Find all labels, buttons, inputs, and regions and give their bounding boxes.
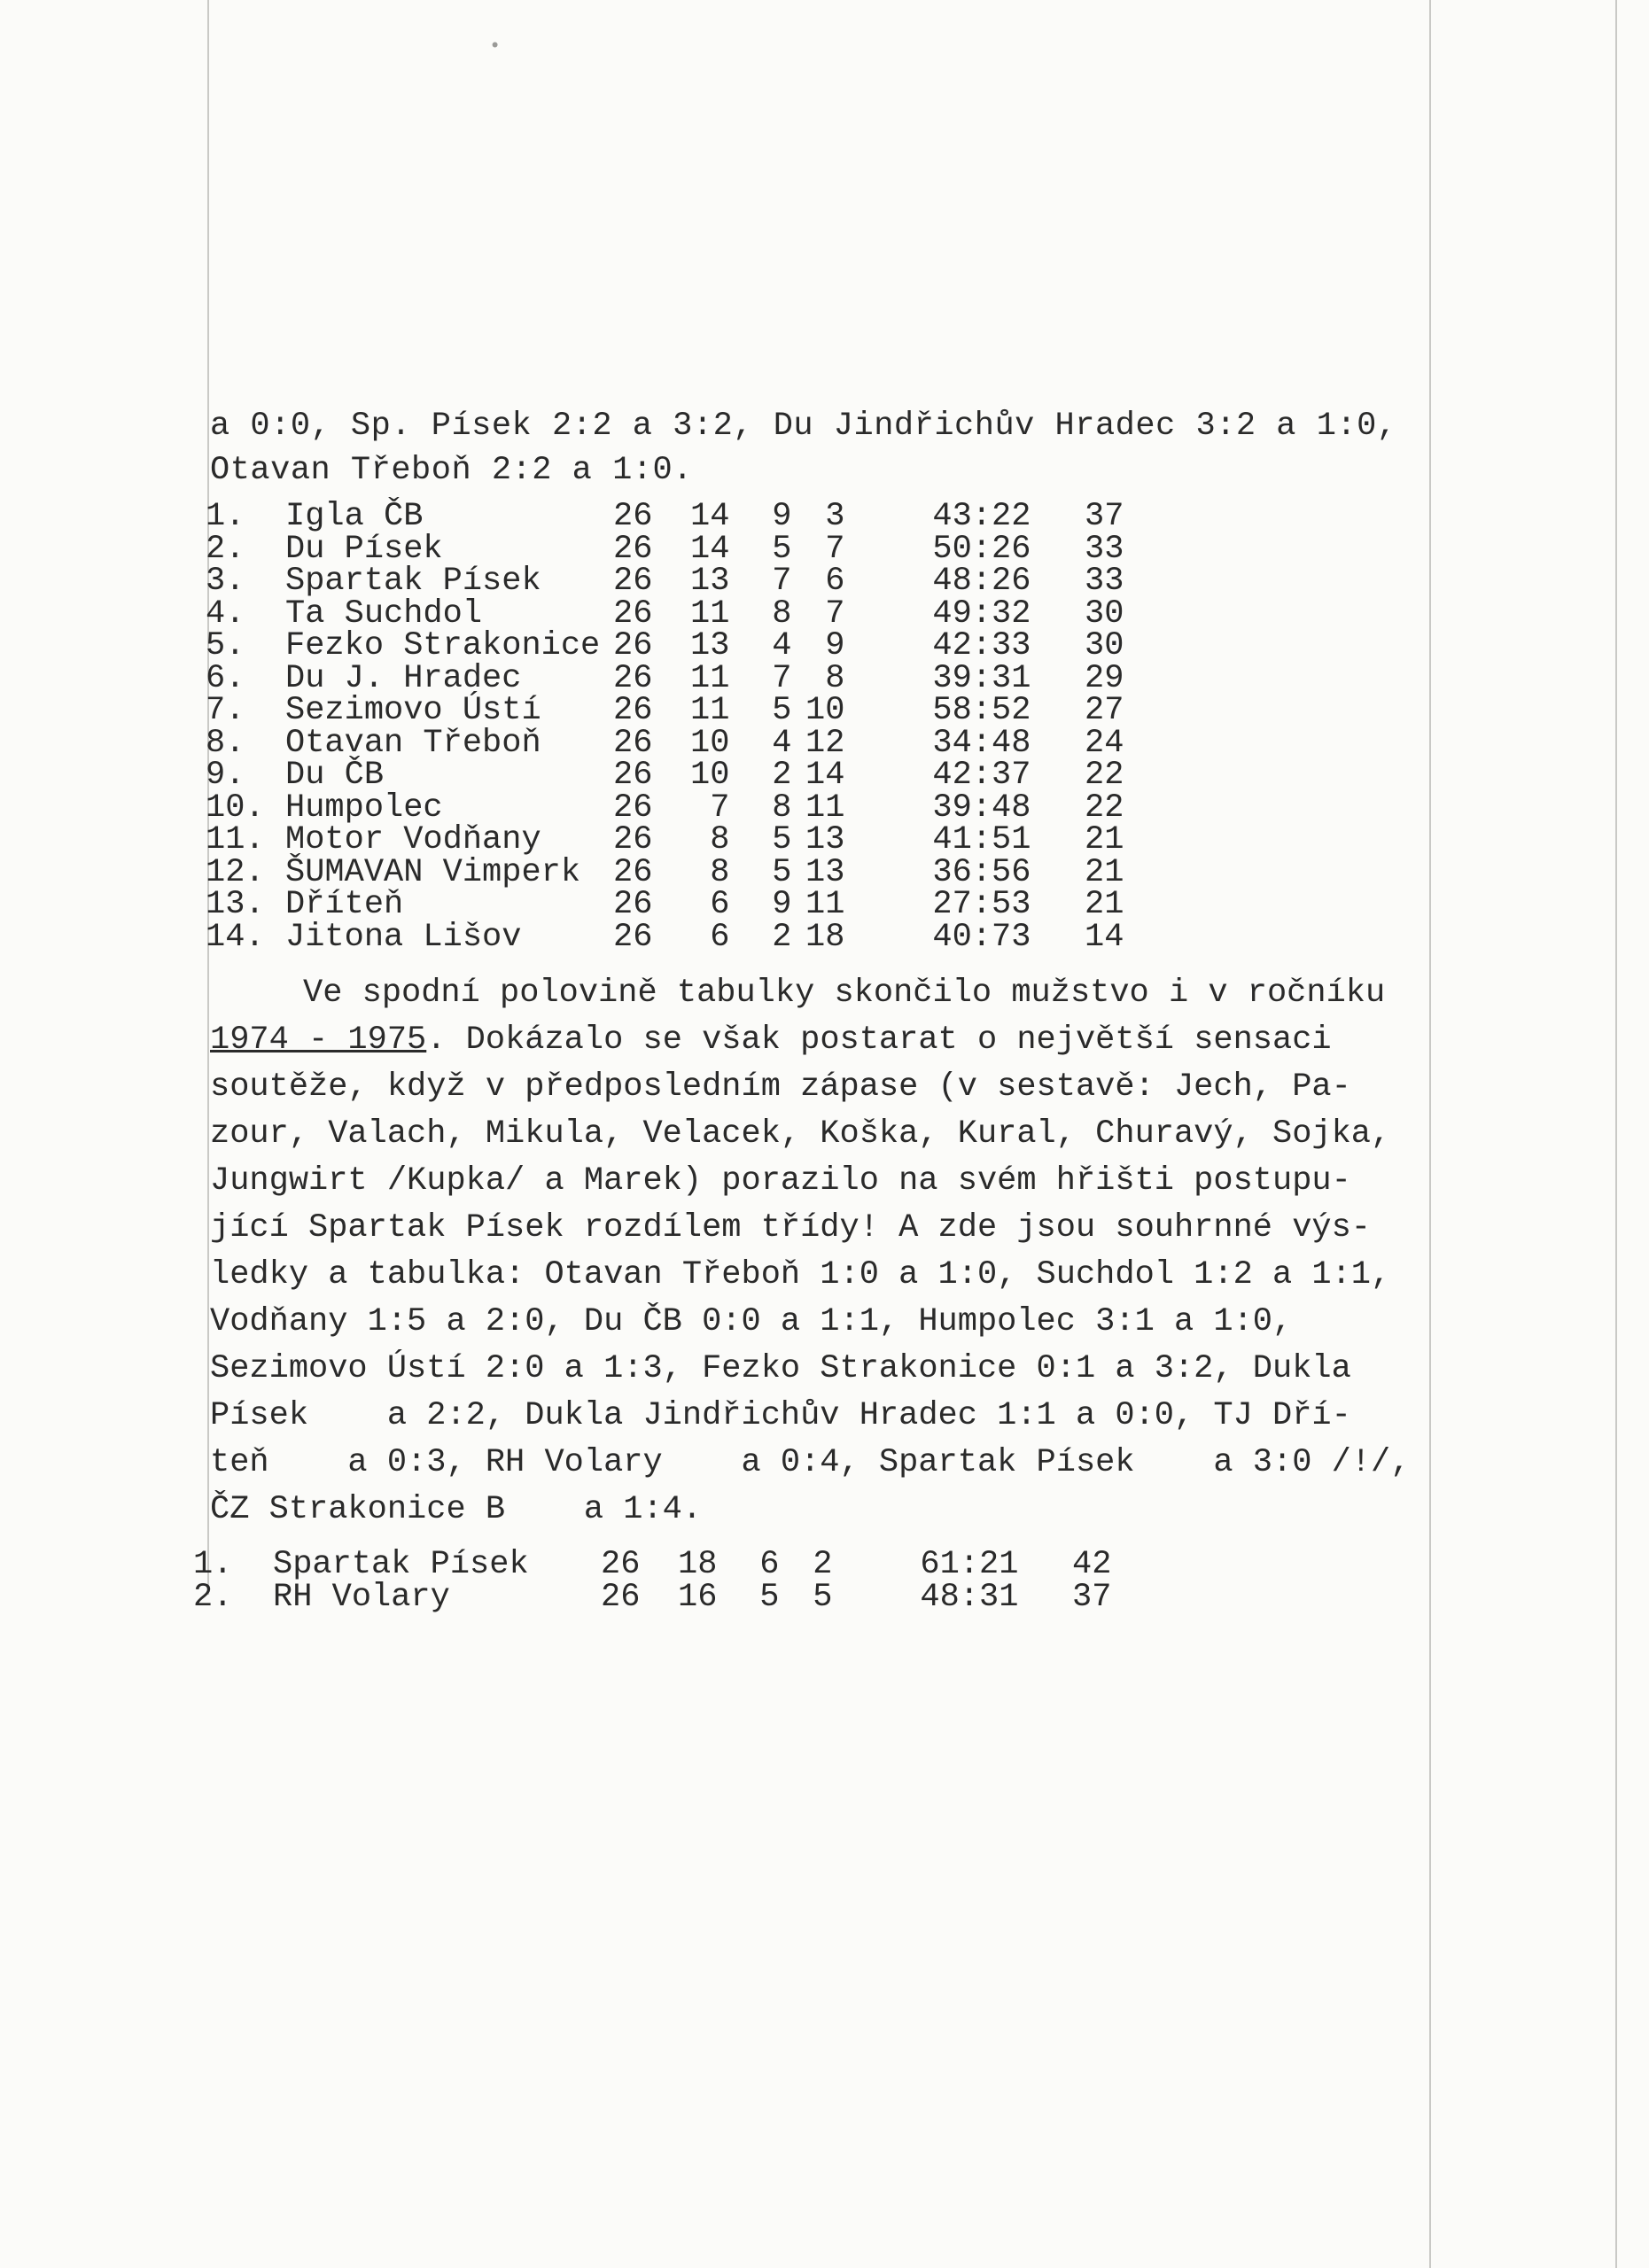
cell-team: Igla ČB	[285, 498, 424, 535]
season-years: 1974 - 1975	[210, 1021, 427, 1059]
cell-team: Motor Vodňany	[285, 821, 541, 858]
table-row	[206, 630, 1124, 663]
cell-score: 48:31	[920, 1578, 1019, 1616]
para-line-5: Jungwirt /Kupka/ a Marek) porazilo na svém hřišti postupu-	[210, 1162, 1351, 1200]
cell-w: 11	[690, 659, 730, 697]
cell-d: 2	[772, 918, 792, 956]
dot-mark: •	[489, 35, 502, 58]
cell-pts: 33	[1085, 563, 1124, 600]
cell-d: 6	[759, 1546, 780, 1583]
cell-l: 13	[805, 821, 845, 858]
para-line-2-rest: . Dokázalo se však postarat o největší sensaci	[426, 1021, 1332, 1059]
cell-pts: 22	[1085, 757, 1124, 794]
cell-w: 13	[690, 627, 730, 664]
standings-table-1975	[206, 498, 1124, 956]
cell-team: Du Písek	[285, 530, 443, 568]
cell-score: 36:56	[932, 853, 1031, 891]
cell-p: 26	[613, 724, 653, 762]
cell-d: 5	[772, 821, 792, 858]
cell-team: Dříteň	[285, 886, 404, 923]
cell-w: 8	[710, 821, 730, 858]
table-row	[206, 824, 1124, 857]
cell-pts: 21	[1085, 821, 1124, 858]
cell-rank: 7.	[206, 692, 245, 729]
cell-l: 7	[825, 594, 845, 633]
cell-p: 26	[613, 821, 653, 858]
cell-team: RH Volary	[273, 1578, 450, 1616]
intro-line-2: Otavan Třeboň 2:2 a 1:0.	[210, 452, 693, 489]
table-row	[193, 1581, 1111, 1614]
cell-w: 14	[690, 498, 730, 535]
cell-pts: 37	[1085, 498, 1124, 535]
table-row	[206, 889, 1124, 921]
cell-rank: 13.	[206, 886, 265, 923]
cell-score: 61:21	[920, 1546, 1019, 1583]
cell-l: 10	[805, 692, 845, 729]
cell-w: 13	[690, 563, 730, 600]
table-row	[193, 1549, 1111, 1581]
cell-d: 9	[772, 498, 792, 535]
cell-team: Du ČB	[285, 757, 385, 794]
intro-line-1: a 0:0, Sp. Písek 2:2 a 3:2, Du Jindřichův Hradec 3:2 a 1:0,	[210, 408, 1397, 445]
cell-l: 13	[805, 853, 845, 891]
cell-l: 9	[825, 627, 845, 664]
cell-score: 41:51	[932, 821, 1031, 858]
cell-team: Jitona Lišov	[285, 918, 522, 956]
cell-w: 14	[690, 530, 730, 568]
cell-p: 26	[613, 918, 653, 956]
cell-score: 34:48	[932, 724, 1031, 762]
cell-p: 26	[613, 757, 653, 794]
standings-table-final	[193, 1546, 1112, 1616]
cell-l: 7	[825, 530, 845, 568]
cell-score: 40:73	[932, 918, 1031, 956]
cell-d: 7	[772, 659, 792, 697]
cell-w: 7	[710, 788, 730, 827]
cell-score: 27:53	[932, 886, 1031, 923]
cell-rank: 12.	[206, 853, 265, 891]
cell-team: Du J. Hradec	[285, 659, 522, 697]
cell-pts: 42	[1072, 1546, 1112, 1583]
cell-d: 9	[772, 886, 792, 923]
cell-team: Sezimovo Ústí	[285, 692, 541, 729]
cell-l: 11	[805, 788, 845, 827]
cell-rank: 6.	[206, 659, 245, 697]
cell-d: 5	[759, 1578, 780, 1616]
cell-team: Humpolec	[285, 788, 443, 827]
cell-rank: 1.	[206, 498, 245, 535]
cell-p: 26	[613, 563, 653, 600]
cell-w: 18	[678, 1546, 718, 1583]
table-row	[206, 565, 1124, 598]
table-row	[206, 663, 1124, 695]
cell-w: 6	[710, 886, 730, 923]
cell-team: Fezko Strakonice	[285, 627, 601, 664]
cell-rank: 11.	[206, 821, 265, 858]
cell-p: 26	[613, 627, 653, 664]
para-line-1: Ve spodní polovině tabulky skončilo mužstvo i v ročníku	[303, 975, 1386, 1012]
para-line-3: soutěže, když v předposledním zápase (v sestavě: Jech, Pa-	[210, 1068, 1351, 1106]
cell-w: 16	[678, 1578, 718, 1616]
cell-team: Spartak Písek	[273, 1546, 529, 1583]
table-row	[206, 695, 1124, 727]
cell-rank: 4.	[206, 594, 245, 633]
cell-d: 7	[772, 563, 792, 600]
cell-team: Otavan Třeboň	[285, 724, 541, 762]
cell-l: 8	[825, 659, 845, 697]
cell-score: 42:37	[932, 757, 1031, 794]
table-row	[206, 533, 1124, 566]
far-right-border-line	[1615, 0, 1617, 2268]
cell-pts: 21	[1085, 886, 1124, 923]
cell-score: 39:48	[932, 788, 1031, 827]
cell-score: 39:31	[932, 659, 1031, 697]
para-line-10: Písek a 2:2, Dukla Jindřichův Hradec 1:1 a 0:0, TJ Dří-	[210, 1397, 1351, 1434]
cell-score: 58:52	[932, 692, 1031, 729]
para-line-6: jící Spartak Písek rozdílem třídy! A zde jsou souhrnné výs-	[210, 1209, 1372, 1247]
cell-rank: 2.	[206, 530, 245, 568]
cell-l: 11	[805, 886, 845, 923]
cell-p: 26	[613, 886, 653, 923]
cell-rank: 5.	[206, 627, 245, 664]
cell-rank: 3.	[206, 563, 245, 600]
para-line-4: zour, Valach, Mikula, Velacek, Koška, Kural, Churavý, Sojka,	[210, 1115, 1391, 1153]
cell-p: 26	[601, 1546, 641, 1583]
para-line-8: Vodňany 1:5 a 2:0, Du ČB 0:0 a 1:1, Humpolec 3:1 a 1:0,	[210, 1303, 1293, 1340]
cell-score: 48:26	[932, 563, 1031, 600]
cell-w: 11	[690, 594, 730, 633]
cell-rank: 2.	[193, 1578, 233, 1616]
cell-rank: 14.	[206, 918, 265, 956]
cell-pts: 21	[1085, 853, 1124, 891]
cell-p: 26	[601, 1578, 641, 1616]
cell-pts: 27	[1085, 692, 1124, 729]
cell-team: Ta Suchdol	[285, 594, 483, 633]
para-line-11: teň a 0:3, RH Volary a 0:4, Spartak Písek a 3:0 /!/,	[210, 1444, 1411, 1481]
cell-rank: 1.	[193, 1546, 233, 1583]
cell-p: 26	[613, 692, 653, 729]
cell-l: 2	[813, 1546, 833, 1583]
cell-team: ŠUMAVAN Vimperk	[285, 853, 581, 891]
table-row	[206, 727, 1124, 760]
cell-p: 26	[613, 853, 653, 891]
cell-d: 4	[772, 724, 792, 762]
cell-rank: 9.	[206, 757, 245, 794]
cell-d: 8	[772, 594, 792, 633]
cell-p: 26	[613, 530, 653, 568]
cell-pts: 33	[1085, 530, 1124, 568]
cell-w: 10	[690, 724, 730, 762]
cell-p: 26	[613, 659, 653, 697]
cell-d: 5	[772, 853, 792, 891]
cell-score: 42:33	[932, 627, 1031, 664]
cell-w: 6	[710, 918, 730, 956]
cell-d: 5	[772, 530, 792, 568]
table-row	[206, 921, 1124, 954]
cell-d: 5	[772, 692, 792, 729]
cell-l: 14	[805, 757, 845, 794]
cell-w: 8	[710, 853, 730, 891]
table-row	[206, 501, 1124, 533]
cell-pts: 22	[1085, 788, 1124, 827]
cell-p: 26	[613, 594, 653, 633]
cell-pts: 14	[1085, 918, 1124, 956]
cell-pts: 30	[1085, 594, 1124, 633]
cell-p: 26	[613, 788, 653, 827]
cell-d: 8	[772, 788, 792, 827]
cell-rank: 10.	[206, 788, 265, 827]
table-row	[206, 759, 1124, 792]
cell-l: 18	[805, 918, 845, 956]
cell-d: 4	[772, 627, 792, 664]
cell-score: 43:22	[932, 498, 1031, 535]
table-row	[206, 857, 1124, 889]
cell-l: 3	[825, 498, 845, 535]
cell-p: 26	[613, 498, 653, 535]
table-row	[206, 792, 1124, 825]
cell-l: 5	[813, 1578, 833, 1616]
right-border-line	[1429, 0, 1431, 2268]
cell-w: 11	[690, 692, 730, 729]
cell-pts: 24	[1085, 724, 1124, 762]
para-line-2	[210, 1021, 1332, 1059]
para-line-12: ČZ Strakonice B a 1:4.	[210, 1491, 703, 1528]
cell-rank: 8.	[206, 724, 245, 762]
cell-l: 6	[825, 563, 845, 600]
cell-pts: 37	[1072, 1578, 1112, 1616]
cell-l: 12	[805, 724, 845, 762]
cell-pts: 30	[1085, 627, 1124, 664]
table-row	[206, 598, 1124, 631]
cell-pts: 29	[1085, 659, 1124, 697]
cell-score: 50:26	[932, 530, 1031, 568]
cell-d: 2	[772, 757, 792, 794]
cell-w: 10	[690, 757, 730, 794]
cell-team: Spartak Písek	[285, 563, 541, 600]
para-line-7: ledky a tabulka: Otavan Třeboň 1:0 a 1:0, Suchdol 1:2 a 1:1,	[210, 1256, 1391, 1293]
cell-score: 49:32	[932, 594, 1031, 633]
para-line-9: Sezimovo Ústí 2:0 a 1:3, Fezko Strakonice 0:1 a 3:2, Dukla	[210, 1350, 1351, 1387]
